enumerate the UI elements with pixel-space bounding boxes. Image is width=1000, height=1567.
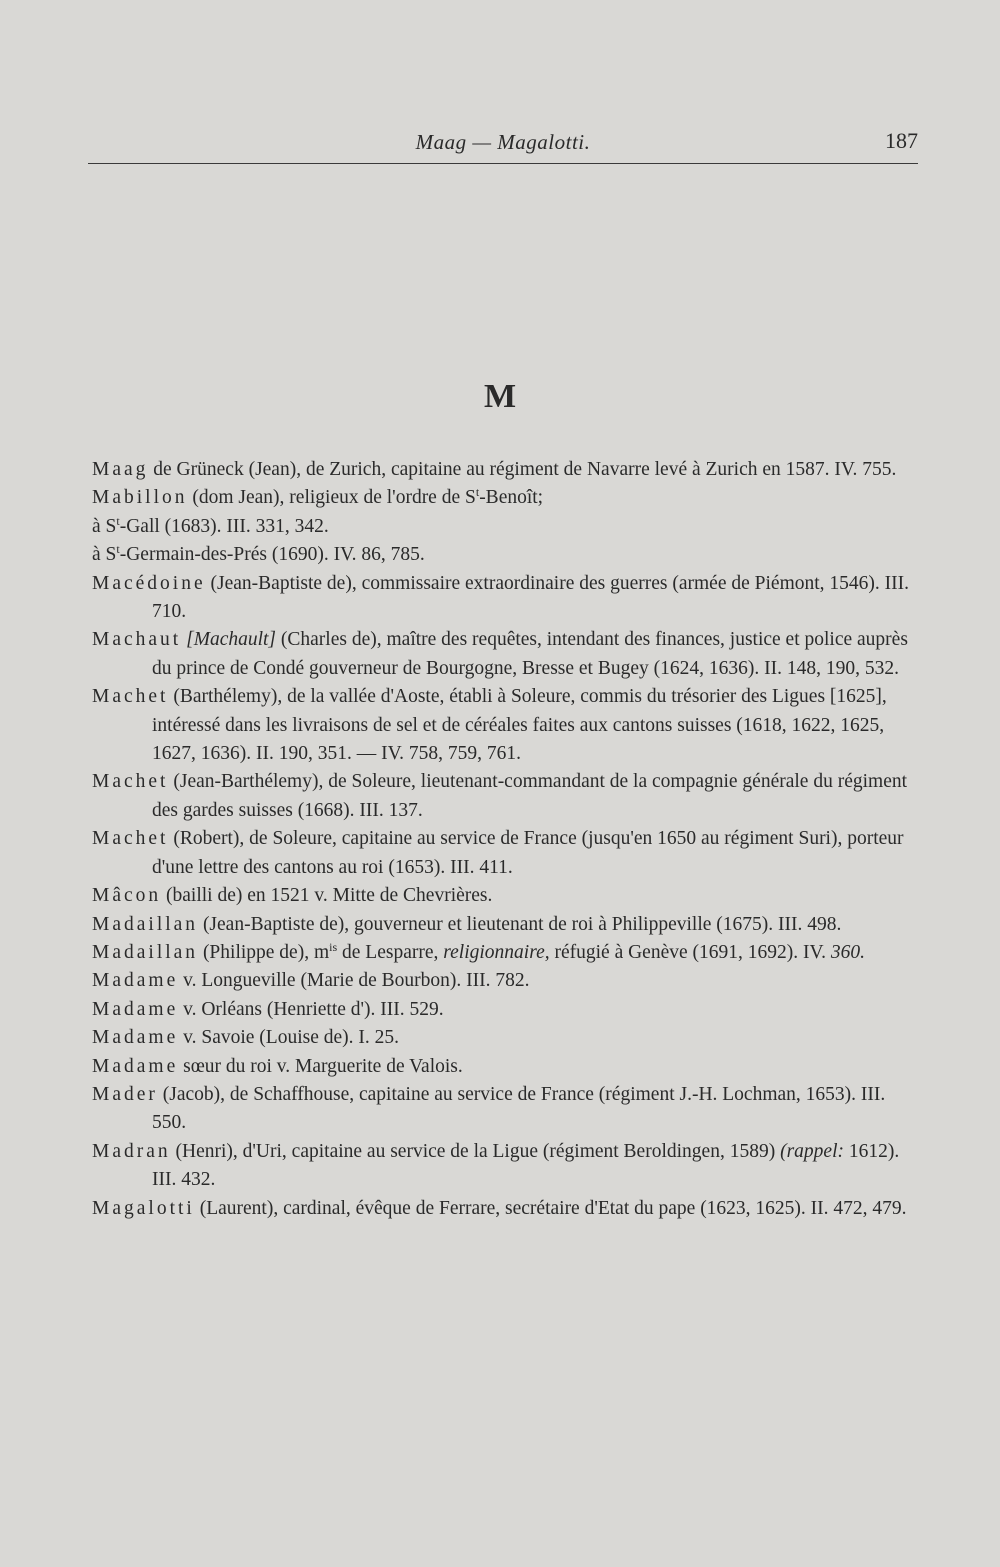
entry-italic: [Machault] bbox=[186, 629, 277, 651]
entry-text: v. Longueville (Marie de Bourbon). III. 782. bbox=[178, 970, 530, 992]
entry-madame-soeur bbox=[92, 1053, 920, 1081]
entry-text: (Robert), de Soleure, capitaine au service de France (jusqu'en 1650 au régiment Suri), porteur d'une lettre des cantons au roi (1653). III. 411. bbox=[152, 828, 904, 878]
entry-headword: Mader bbox=[92, 1083, 158, 1105]
entry-text: (Philippe de), m bbox=[198, 941, 330, 963]
entry-headword: Madaillan bbox=[92, 941, 199, 963]
superscript: is bbox=[329, 939, 338, 954]
running-head bbox=[88, 126, 918, 162]
superscript: t bbox=[116, 542, 120, 557]
entry-text: (Jean-Baptiste de), gouverneur et lieutenant de roi à Philippeville (1675). III. 498. bbox=[198, 913, 842, 935]
entry-italic: religionnaire, bbox=[443, 941, 550, 963]
header-rule bbox=[88, 163, 918, 164]
entry-magalotti bbox=[92, 1195, 920, 1223]
entry-subline bbox=[92, 541, 920, 569]
entry-headword: Madame bbox=[92, 1055, 179, 1077]
entry-madaillan-philippe bbox=[92, 939, 920, 967]
entry-headword: Machet bbox=[92, 771, 169, 793]
entry-madame-longueville bbox=[92, 967, 920, 995]
entry-headword: Madran bbox=[92, 1140, 171, 1162]
entry-headword: Maag bbox=[92, 459, 149, 480]
entry-text: à S bbox=[92, 544, 117, 566]
entry-headword: Mabillon bbox=[92, 487, 188, 509]
entry-text: (Jacob), de Schaffhouse, capitaine au service de France (régiment J.-H. Lochman, 1653). III. 550. bbox=[152, 1083, 886, 1134]
entry-text: v. Orléans (Henriette d'). III. 529. bbox=[178, 998, 444, 1020]
superscript: t bbox=[116, 513, 120, 528]
entry-headword: Mâcon bbox=[92, 885, 162, 907]
entry-text: -Benoît; bbox=[479, 487, 544, 509]
index-entries bbox=[92, 456, 920, 1223]
entry-subline bbox=[92, 513, 920, 541]
entry-maag bbox=[92, 456, 920, 484]
entry-text: de Grüneck (Jean), de Zurich, capitaine au régiment de Navarre levé à Zurich en 1587. IV. 755. bbox=[148, 459, 897, 480]
running-title: Maag — Magalotti. bbox=[415, 130, 591, 154]
entry-madran bbox=[92, 1138, 920, 1195]
entry-macedoine bbox=[92, 570, 920, 627]
entry-mader bbox=[92, 1081, 920, 1138]
entry-text: sœur du roi v. Marguerite de Valois. bbox=[178, 1055, 463, 1077]
entry-headword: Machaut bbox=[92, 629, 182, 651]
entry-italic: (rappel: bbox=[780, 1140, 844, 1162]
entry-machaut bbox=[92, 626, 920, 683]
entry-headword: Machet bbox=[92, 828, 169, 850]
entry-headword: Madame bbox=[92, 998, 179, 1020]
entry-mabillon bbox=[92, 484, 920, 569]
section-letter: M bbox=[483, 378, 517, 415]
entry-machet-jean-barthelemy bbox=[92, 768, 920, 825]
entry-text: v. Savoie (Louise de). I. 25. bbox=[178, 1027, 399, 1049]
entry-text: (Charles de), maître des requêtes, intendant des finances, justice et police auprès du prince de Condé gouverneur de Bourgogne, Bresse et Bugey (1624, 1636). II. 148, 190, 532. bbox=[152, 629, 908, 679]
entry-text: réfugié à Genève (1691, 1692). IV. bbox=[549, 941, 831, 963]
entry-macon bbox=[92, 882, 920, 910]
entry-text: 1612). III. 432. bbox=[152, 1140, 900, 1191]
entry-madame-orleans bbox=[92, 996, 920, 1024]
superscript: t bbox=[475, 485, 480, 500]
entry-madaillan-jean-baptiste bbox=[92, 911, 920, 939]
entry-headword: Madame bbox=[92, 1027, 179, 1049]
entry-text: -Germain-des-Prés (1690). IV. 86, 785. bbox=[119, 544, 425, 566]
entry-headword: Machet bbox=[92, 686, 169, 708]
entry-headword: Magalotti bbox=[92, 1197, 195, 1219]
entry-text: de Lesparre, bbox=[337, 941, 444, 963]
entry-text: (Jean-Barthélemy), de Soleure, lieutenant-commandant de la compagnie générale du régiment des gardes suisses (1668). III. 137. bbox=[152, 771, 908, 821]
entry-italic: 360. bbox=[830, 941, 865, 963]
entry-text: (Henri), d'Uri, capitaine au service de la Ligue (régiment Beroldingen, 1589) bbox=[170, 1140, 781, 1162]
entry-headword: Madaillan bbox=[92, 913, 199, 935]
entry-machet-barthelemy bbox=[92, 683, 920, 768]
entry-text: (bailli de) en 1521 v. Mitte de Chevrières. bbox=[161, 885, 493, 907]
entry-text: (Barthélemy), de la vallée d'Aoste, établi à Soleure, commis du trésorier des Ligues [1625], intéressé dans les livraisons de sel et de céréales faites aux cantons suisses (1618, 1622, 1625, 1627, 1636). II. 190, 351. — IV. 758, 759, 761. bbox=[152, 686, 887, 765]
entry-text: à S bbox=[92, 515, 117, 537]
page-number: 187 bbox=[885, 128, 918, 153]
entry-machet-robert bbox=[92, 825, 920, 882]
entry-text: (Laurent), cardinal, évêque de Ferrare, secrétaire d'Etat du pape (1623, 1625). II. 472, 479. bbox=[194, 1197, 907, 1219]
entry-text: -Gall (1683). III. 331, 342. bbox=[119, 515, 329, 537]
entry-headword: Macédoine bbox=[92, 572, 206, 594]
entry-text: (Jean-Baptiste de), commissaire extraordinaire des guerres (armée de Piémont, 1546). III. 710. bbox=[152, 572, 910, 623]
entry-headword: Madame bbox=[92, 970, 179, 992]
entry-text: (dom Jean), religieux de l'ordre de S bbox=[187, 487, 476, 509]
entry-madame-savoie bbox=[92, 1024, 920, 1052]
